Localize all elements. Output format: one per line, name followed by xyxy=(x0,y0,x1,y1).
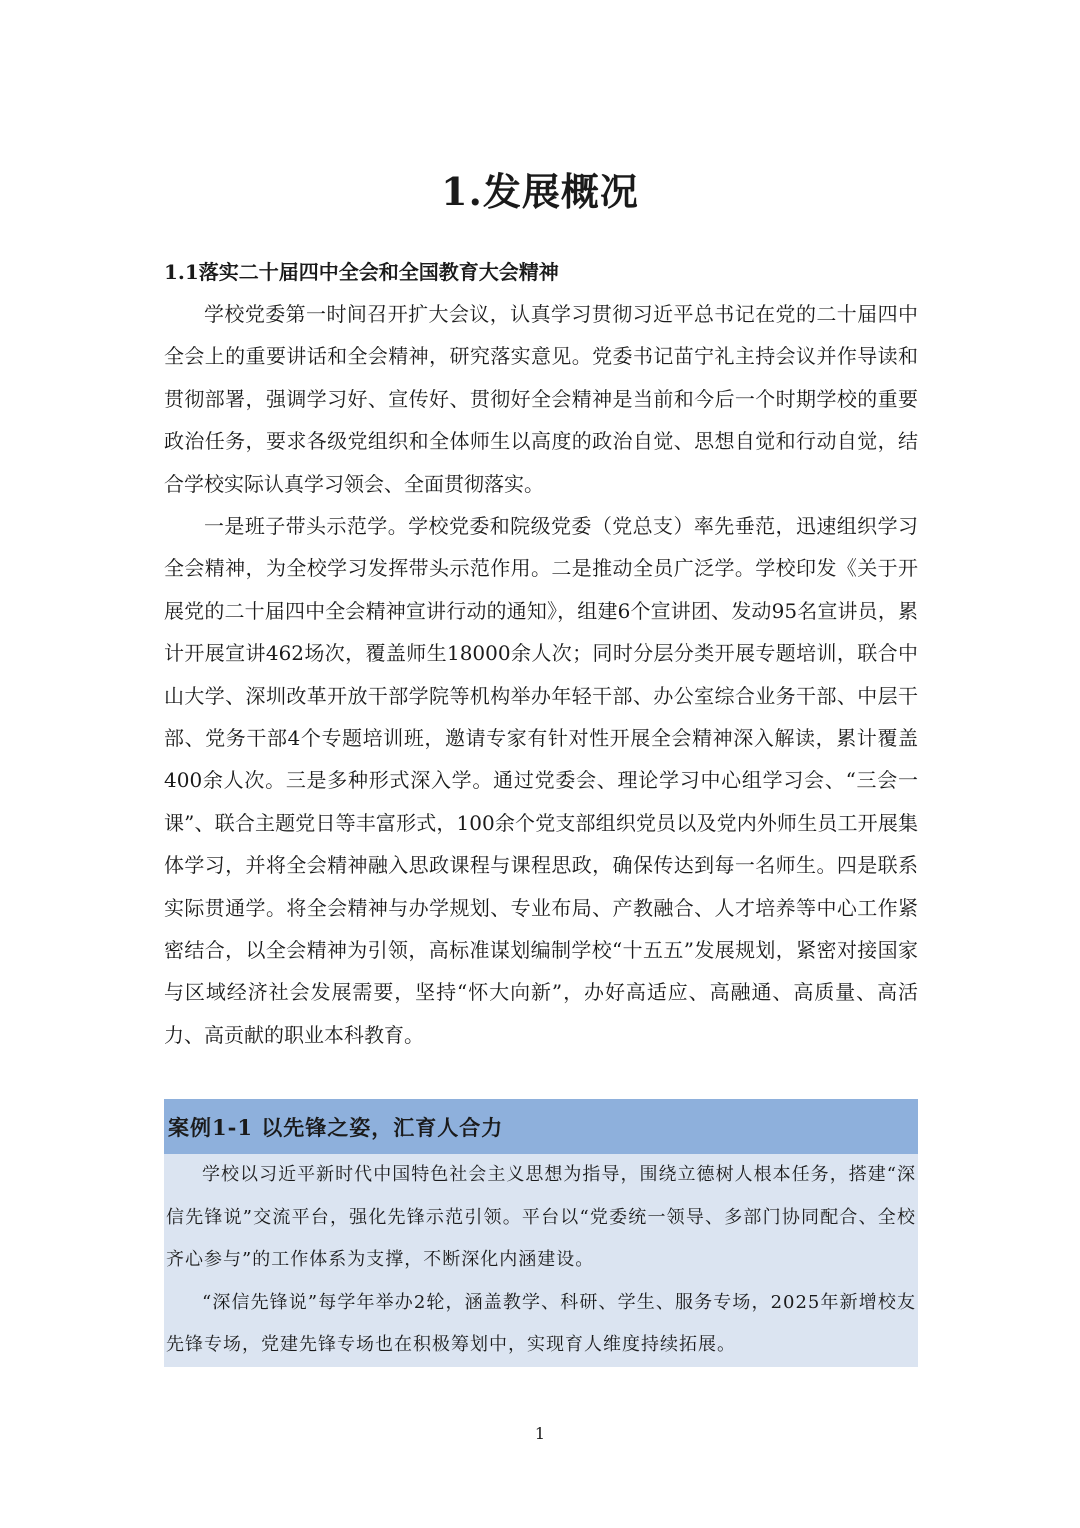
page-number: 1 xyxy=(534,1424,546,1443)
body-paragraph: 一是班子带头示范学。学校党委和院级党委（党总支）率先垂范，迅速组织学习全会精神，为全校学习发挥带头示范作用。二是推动全员广泛学。学校印发《关于开展党的二十届四中全会精神宣讲行动的通知》，组建6个宣讲团、发动95名宣讲员，累计开展宣讲462场次，覆盖师生18000余人次；同时分层分类开展专题培训，联合中山大学、深圳改革开放干部学院等机构举办年轻干部、办公室综合业务干部、中层干部、党务干部4个专题培训班，邀请专家有针对性开展全会精神深入解读，累计覆盖400余人次。三是多种形式深入学。通过党委会、理论学习中心组学习会、“三会一课”、联合主题党日等丰富形式，100余个党支部组织党员以及党内外师生员工开展集体学习，并将全会精神融入思政课程与课程思政，确保传达到每一名师生。四是联系实际贯通学。将全会精神与办学规划、专业布局、产教融合、人才培养等中心工作紧密结合，以全会精神为引领，高标准谋划编制学校“十五五”发展规划，紧密对接国家与区域经济社会发展需要，坚持“怀大向新”，办好高适应、高融通、高质量、高活力、高贡献的职业本科教育。 xyxy=(164,514,918,1047)
case-body xyxy=(164,1154,918,1367)
section-heading: 1.1落实二十届四中全会和全国教育大会精神 xyxy=(164,260,559,284)
case-paragraph: 学校以习近平新时代中国特色社会主义思想为指导，围绕立德树人根本任务，搭建“深信先锋说”交流平台，强化先锋示范引领。平台以“党委统一领导、多部门协同配合、全校齐心参与”的工作体系为支撑，不断深化内涵建设。 xyxy=(166,1164,916,1270)
case-box xyxy=(164,1099,918,1367)
case-title: 案例1-1 以先锋之姿，汇育人合力 xyxy=(164,1099,918,1154)
chapter-title: 1.发展概况 xyxy=(441,169,639,214)
case-paragraph: “深信先锋说”每学年举办2轮，涵盖教学、科研、学生、服务专场，2025年新增校友先锋专场，党建先锋专场也在积极筹划中，实现育人维度持续拓展。 xyxy=(166,1291,916,1355)
body-paragraph: 学校党委第一时间召开扩大会议，认真学习贯彻习近平总书记在党的二十届四中全会上的重要讲话和全会精神，研究落实意见。党委书记苗宁礼主持会议并作导读和贯彻部署，强调学习好、宣传好、贯彻好全会精神是当前和今后一个时期学校的重要政治任务，要求各级党组织和全体师生以高度的政治自觉、思想自觉和行动自觉，结合学校实际认真学习领会、全面贯彻落实。 xyxy=(164,302,918,496)
